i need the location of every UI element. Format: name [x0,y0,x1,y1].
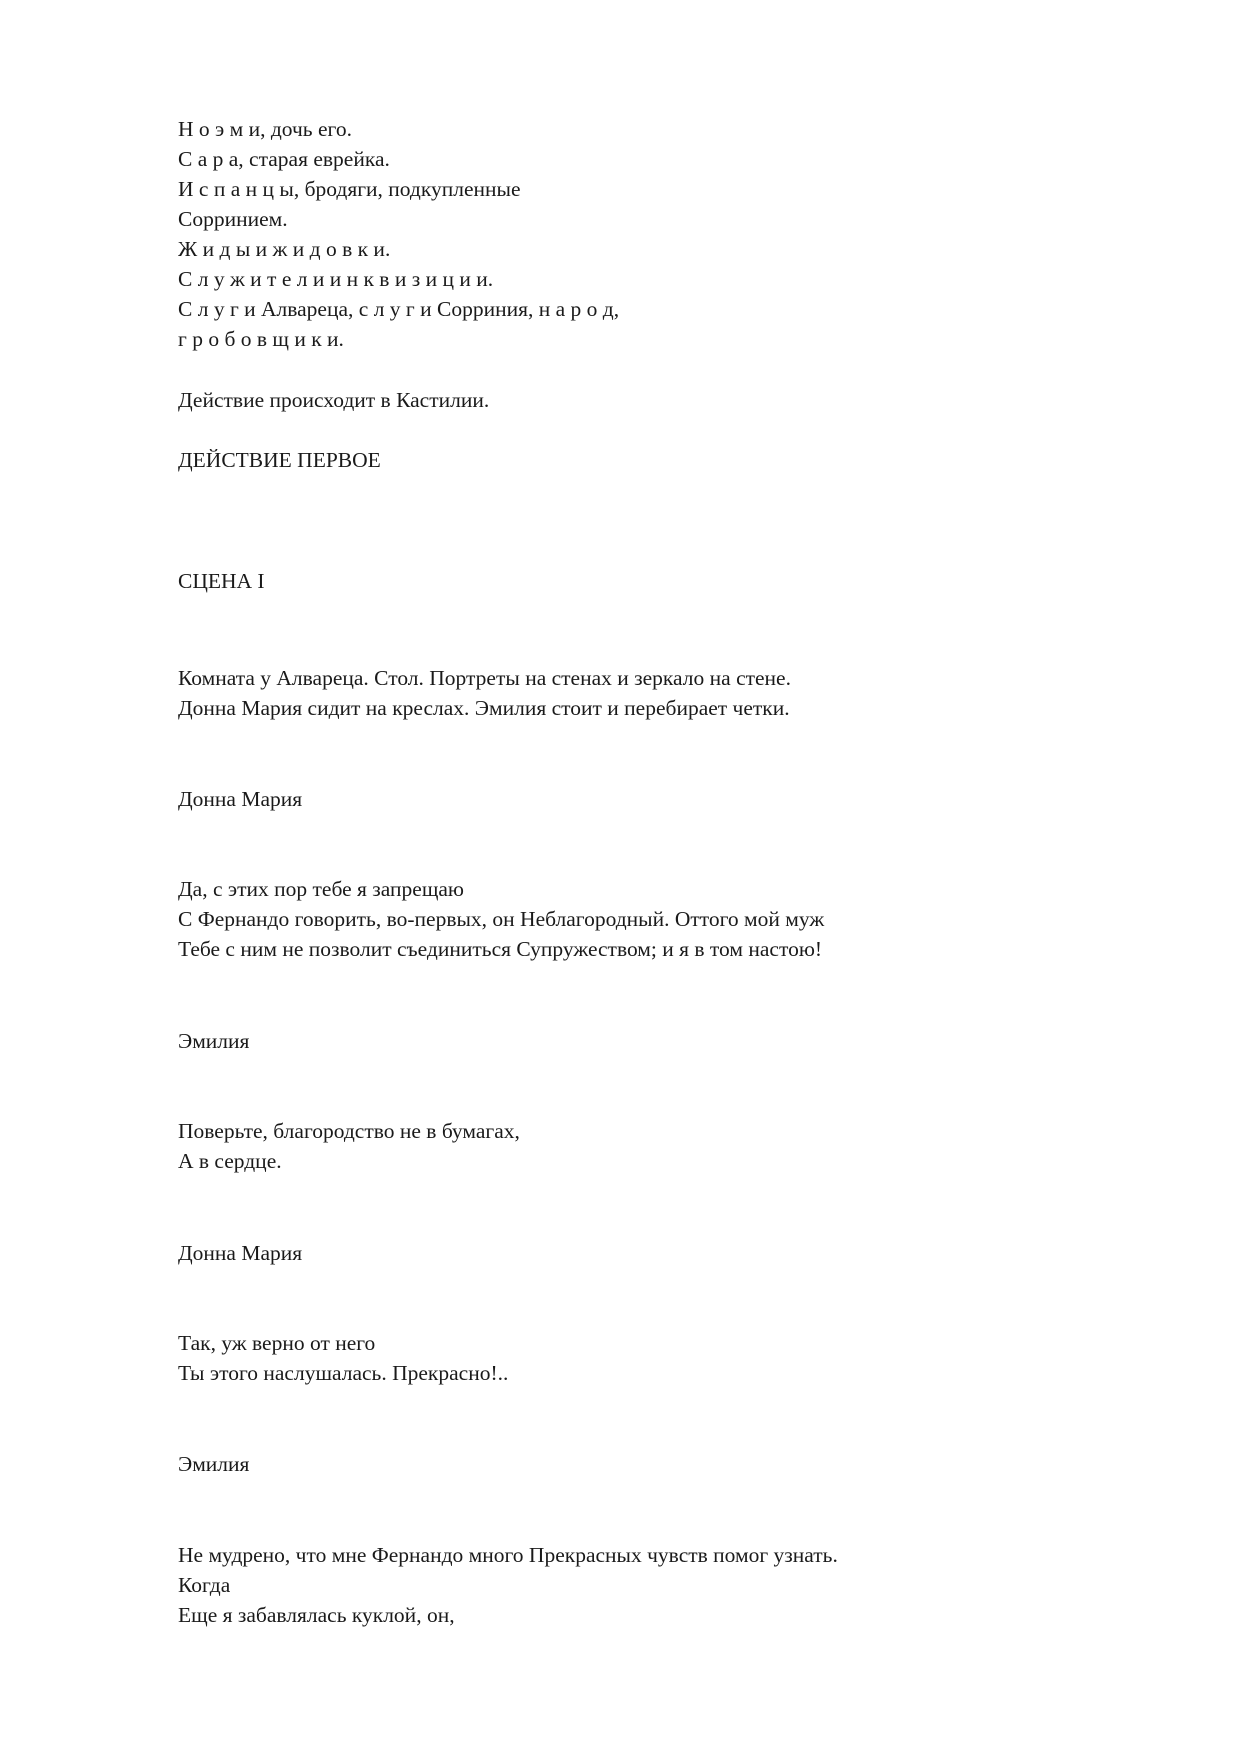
dialogue-line: Когда [178,1573,231,1597]
cast-line: С а р а, старая еврейка. [178,147,390,171]
dialogue-line: Поверьте, благородство не в бумагах, [178,1119,520,1143]
dialogue-line: Да, с этих пор тебе я запрещаю [178,877,464,901]
speaker-name: Донна Мария [178,1241,303,1265]
scene-title: СЦЕНА I [178,569,265,593]
act-title: ДЕЙСТВИЕ ПЕРВОЕ [178,448,381,472]
dialogue-line: Еще я забавлялась куклой, он, [178,1603,455,1627]
speaker-name: Эмилия [178,1452,250,1476]
cast-line: Н о э м и, дочь его. [178,117,352,141]
speaker-name: Донна Мария [178,787,303,811]
cast-line: И с п а н ц ы, бродяги, подкупленные [178,177,521,201]
dialogue-line: Ты этого наслушалась. Прекрасно!.. [178,1361,509,1385]
cast-line: Ж и д ы и ж и д о в к и. [178,237,391,261]
cast-line: Сорринием. [178,207,288,231]
dialogue-line: А в сердце. [178,1149,282,1173]
dialogue-line: С Фернандо говорить, во-первых, он Неблагородный. Оттого мой муж [178,907,825,931]
dialogue-line: Так, уж верно от него [178,1331,376,1355]
dialogue-line: Не мудрено, что мне Фернандо много Прекрасных чувств помог узнать. [178,1543,838,1567]
stage-direction-line: Комната у Алвареца. Стол. Портреты на стенах и зеркало на стене. [178,666,791,690]
cast-line: С л у г и Алвареца, с л у г и Сорриния, н а р о д, [178,297,620,321]
cast-line: С л у ж и т е л и и н к в и з и ц и и. [178,267,494,291]
setting-text: Действие происходит в Кастилии. [178,388,490,412]
stage-direction-line: Донна Мария сидит на креслах. Эмилия стоит и перебирает четки. [178,696,790,720]
speaker-name: Эмилия [178,1029,250,1053]
cast-line: г р о б о в щ и к и. [178,327,344,351]
dialogue-line: Тебе с ним не позволит съединиться Супружеством; и я в том настою! [178,937,823,961]
